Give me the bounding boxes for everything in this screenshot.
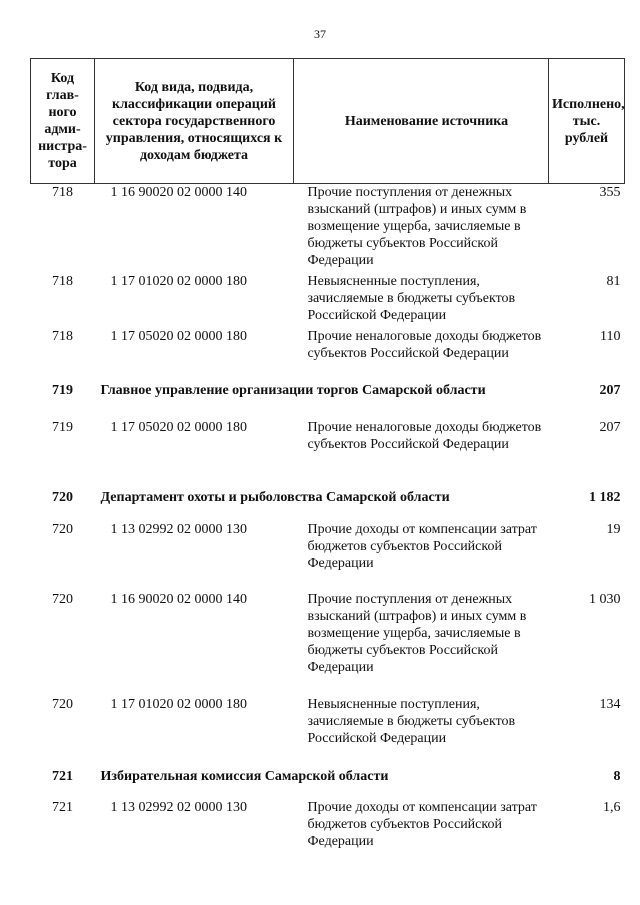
source-name: Прочие доходы от компенсации затрат бюджетов субъектов Российской Федерации <box>307 521 537 571</box>
department-row <box>31 768 625 799</box>
admin-code: 718 <box>52 273 73 289</box>
source-name: Невыясненные поступления, зачисляемые в бюджеты субъектов Российской Федерации <box>307 696 516 746</box>
source-name: Прочие поступления от денежных взысканий (штрафов) и иных сумм в возмещение ущерба, зачисляемые в бюджеты субъектов Российской Федерации <box>307 591 527 675</box>
amount: 81 <box>606 273 621 289</box>
admin-code: 720 <box>52 591 73 607</box>
admin-code: 719 <box>52 382 73 398</box>
amount: 1,6 <box>603 799 621 815</box>
amount: 355 <box>599 185 621 200</box>
amount: 110 <box>600 328 621 344</box>
table-row <box>31 184 625 273</box>
kind-code: 1 16 90020 02 0000 140 <box>110 591 247 607</box>
kind-code: 1 16 90020 02 0000 140 <box>110 185 247 200</box>
kind-code: 1 13 02992 02 0000 130 <box>110 799 247 815</box>
source-name: Прочие поступления от денежных взысканий (штрафов) и иных сумм в возмещение ущерба, зачисляемые в бюджеты субъектов Российской Федерации <box>307 185 527 268</box>
source-name: Невыясненные поступления, зачисляемые в бюджеты субъектов Российской Федерации <box>307 273 516 323</box>
department-name: Избирательная комиссия Самарской области <box>100 768 389 784</box>
admin-code: 721 <box>52 768 73 784</box>
admin-code: 720 <box>52 521 73 537</box>
admin-code: 720 <box>52 489 73 505</box>
department-total: 1 182 <box>589 489 621 505</box>
admin-code: 719 <box>52 419 73 435</box>
table-row <box>31 521 625 591</box>
department-row <box>31 489 625 521</box>
revenue-table <box>30 58 625 855</box>
kind-code: 1 17 05020 02 0000 180 <box>110 328 247 344</box>
department-total: 207 <box>599 382 621 398</box>
department-name: Главное управление организации торгов Самарской области <box>100 382 486 398</box>
amount: 19 <box>606 521 621 537</box>
header-source-name: Наименование источника <box>294 59 549 184</box>
table-header-row <box>31 59 625 184</box>
table-row <box>31 799 625 855</box>
kind-code: 1 17 01020 02 0000 180 <box>110 696 247 712</box>
table-row <box>31 273 625 328</box>
table-row <box>31 696 625 768</box>
header-amount: Исполнено, тыс. рублей <box>549 59 625 184</box>
amount: 1 030 <box>589 591 621 607</box>
kind-code: 1 17 05020 02 0000 180 <box>110 419 247 435</box>
header-admin-code: Код глав-ного адми-нистра-тора <box>31 59 95 184</box>
page-number: 37 <box>314 27 326 41</box>
kind-code: 1 17 01020 02 0000 180 <box>110 273 247 289</box>
source-name: Прочие неналоговые доходы бюджетов субъектов Российской Федерации <box>307 419 542 452</box>
source-name: Прочие неналоговые доходы бюджетов субъектов Российской Федерации <box>307 328 542 361</box>
admin-code: 720 <box>52 696 73 712</box>
admin-code: 721 <box>52 799 73 815</box>
department-name: Департамент охоты и рыболовства Самарской области <box>100 489 450 505</box>
source-name: Прочие доходы от компенсации затрат бюджетов субъектов Российской Федерации <box>307 799 537 849</box>
header-kind-code: Код вида, подвида, классификации операций сектора государственного управления, относящихся к доходам бюджета <box>95 59 294 184</box>
department-row <box>31 382 625 419</box>
table-row <box>31 591 625 696</box>
table-row <box>31 328 625 382</box>
department-total: 8 <box>613 768 621 784</box>
amount: 134 <box>599 696 621 712</box>
table-row <box>31 419 625 489</box>
amount: 207 <box>599 419 621 435</box>
admin-code: 718 <box>52 328 73 344</box>
kind-code: 1 13 02992 02 0000 130 <box>110 521 247 537</box>
admin-code: 718 <box>52 185 73 200</box>
